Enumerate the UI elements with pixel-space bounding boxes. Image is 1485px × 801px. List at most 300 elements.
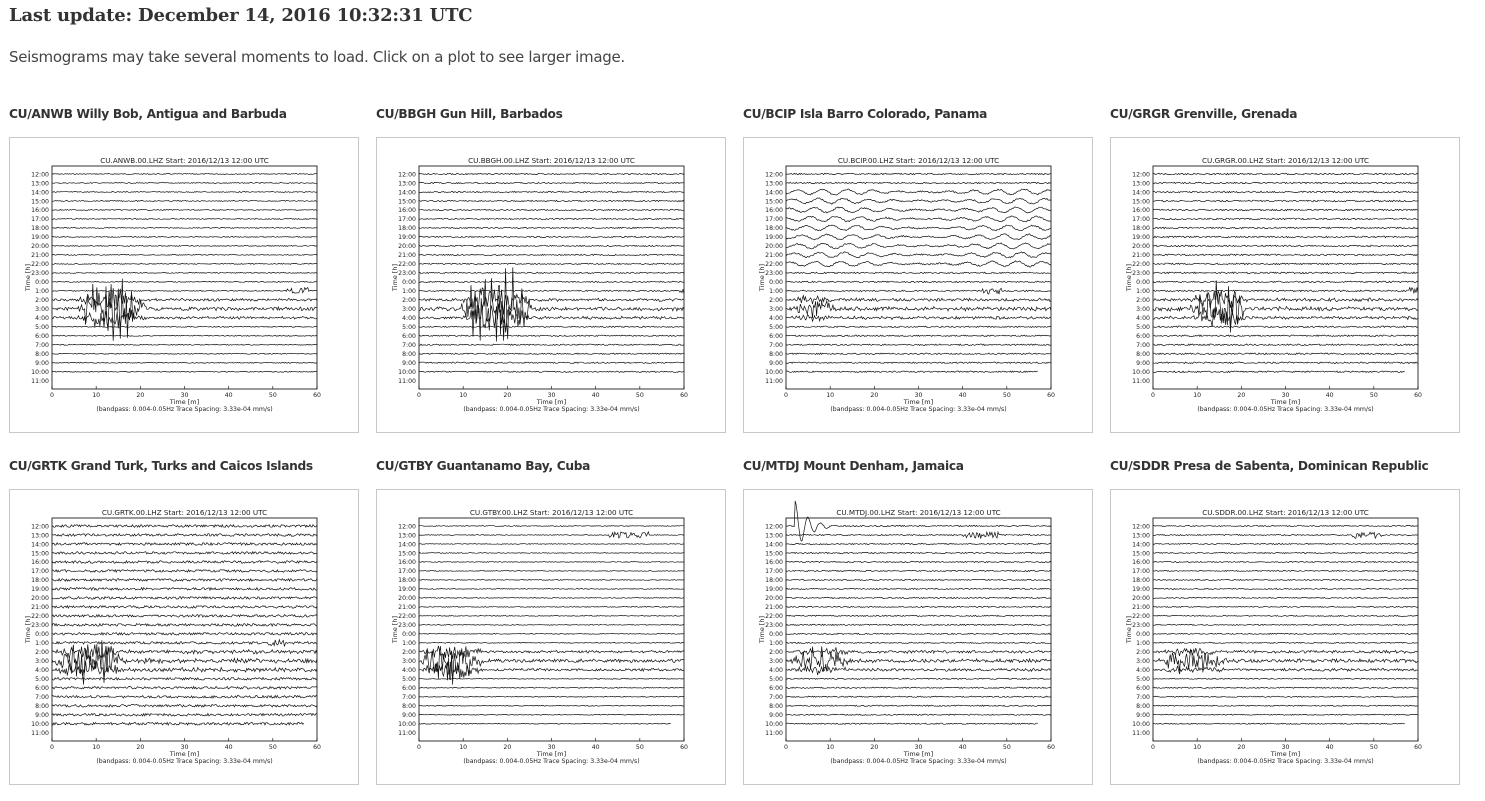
seismogram-plot-anwb[interactable] [9, 137, 359, 433]
seismogram-trace [419, 598, 684, 599]
seismogram-trace [786, 597, 1051, 598]
hour-label: 22:00 [398, 613, 416, 621]
seismogram-plot-sddr[interactable] [1110, 489, 1460, 785]
seismogram-trace [786, 371, 1038, 372]
seismogram-trace [419, 723, 671, 724]
hour-label: 23:00 [31, 622, 49, 630]
seismogram-trace [1153, 191, 1418, 193]
hour-label: 14:00 [1132, 189, 1150, 197]
hour-label: 4:00 [35, 667, 49, 675]
hour-label: 4:00 [1136, 667, 1150, 675]
seismogram-trace [419, 371, 684, 372]
seismogram-plot-bbgh[interactable] [376, 137, 726, 433]
plot-frame [52, 518, 317, 741]
hour-label: 14:00 [31, 541, 49, 549]
seismogram-trace [419, 200, 684, 201]
hour-label: 18:00 [398, 225, 416, 233]
hour-label: 7:00 [1136, 342, 1150, 350]
seismogram-svg [1111, 490, 1459, 784]
station-title: CU/GRGR Grenville, Grenada [1110, 107, 1298, 121]
hour-label: 7:00 [769, 342, 783, 350]
seismogram-trace [1153, 335, 1418, 337]
hour-label: 8:00 [35, 703, 49, 711]
hour-label: 21:00 [31, 604, 49, 612]
x-tick-label: 10 [92, 392, 101, 399]
seismogram-trace [786, 678, 1051, 679]
hour-label: 20:00 [31, 595, 49, 603]
hour-label: 17:00 [31, 216, 49, 224]
seismogram-trace [52, 362, 317, 363]
seismogram-trace [786, 723, 1038, 724]
seismogram-trace [786, 344, 1051, 346]
seismogram-trace [52, 335, 317, 336]
y-axis-label: Time [h] [391, 263, 399, 292]
x-tick-label: 40 [1325, 744, 1334, 751]
seismogram-trace [1153, 281, 1418, 283]
plot-footer: (bandpass: 0.004-0.05Hz Trace Spacing: 3.33e-04 mm/s) [830, 406, 1007, 413]
x-tick-label: 0 [784, 744, 788, 751]
hour-label: 6:00 [35, 333, 49, 341]
hour-label: 17:00 [765, 216, 783, 224]
seismogram-plot-mtdj[interactable] [743, 489, 1093, 785]
seismogram-trace [1153, 287, 1418, 293]
seismogram-trace [786, 182, 1051, 183]
seismogram-trace [52, 326, 317, 327]
hour-label: 7:00 [402, 694, 416, 702]
seismogram-trace [1153, 666, 1418, 674]
hour-label: 6:00 [769, 685, 783, 693]
plot-title: CU.SDDR.00.LHZ Start: 2016/12/13 12:00 UTC [1202, 508, 1369, 517]
seismogram-trace [1153, 200, 1418, 202]
x-tick-label: 0 [784, 392, 788, 399]
seismogram-trace [1153, 687, 1418, 688]
x-tick-label: 0 [1151, 744, 1155, 751]
seismogram-trace [52, 279, 317, 341]
hour-label: 15:00 [765, 198, 783, 206]
plot-frame [1153, 518, 1418, 741]
hour-label: 16:00 [398, 559, 416, 567]
hour-label: 12:00 [765, 171, 783, 179]
x-tick-label: 40 [591, 392, 600, 399]
seismogram-trace [52, 543, 317, 546]
seismogram-trace [1153, 344, 1418, 346]
seismogram-trace [1153, 362, 1418, 364]
hour-label: 7:00 [1136, 694, 1150, 702]
hour-label: 9:00 [35, 712, 49, 720]
x-tick-label: 10 [459, 744, 468, 751]
seismogram-trace [1153, 532, 1418, 538]
y-axis-label: Time [h] [1125, 263, 1133, 292]
seismogram-trace [786, 579, 1051, 580]
x-tick-label: 0 [50, 392, 54, 399]
seismogram-trace [419, 281, 684, 282]
hour-label: 10:00 [31, 721, 49, 729]
hour-label: 21:00 [398, 252, 416, 260]
seismogram-trace [419, 227, 684, 228]
seismogram-trace [52, 561, 317, 564]
seismogram-trace [52, 192, 317, 193]
station-title: CU/GTBY Guantanamo Bay, Cuba [376, 459, 591, 473]
seismogram-trace [419, 335, 684, 336]
seismogram-trace [786, 561, 1051, 562]
hour-label: 1:00 [1136, 640, 1150, 648]
hour-label: 4:00 [769, 315, 783, 323]
seismogram-trace [1153, 696, 1418, 697]
hour-label: 12:00 [1132, 171, 1150, 179]
seismogram-trace [52, 606, 317, 609]
seismogram-trace [52, 633, 317, 636]
seismogram-trace [419, 646, 684, 660]
seismogram-trace [52, 219, 317, 220]
hour-label: 4:00 [35, 315, 49, 323]
seismogram-svg [10, 490, 358, 784]
seismogram-trace [786, 696, 1051, 697]
seismogram-trace [52, 534, 317, 537]
hour-label: 13:00 [31, 180, 49, 188]
hour-label: 18:00 [31, 225, 49, 233]
x-tick-label: 30 [1281, 392, 1290, 399]
seismogram-trace [52, 696, 317, 699]
hour-label: 13:00 [31, 532, 49, 540]
hour-label: 3:00 [769, 306, 783, 314]
hour-label: 18:00 [398, 577, 416, 585]
hour-label: 8:00 [402, 351, 416, 359]
plot-title: CU.BCIP.00.LHZ Start: 2016/12/13 12:00 UTC [837, 156, 1000, 165]
hour-label: 4:00 [402, 315, 416, 323]
seismogram-trace [1153, 624, 1418, 625]
hour-label: 13:00 [1132, 532, 1150, 540]
x-tick-label: 30 [547, 744, 556, 751]
hour-label: 10:00 [398, 369, 416, 377]
seismogram-trace [786, 642, 1051, 643]
hour-label: 5:00 [769, 676, 783, 684]
seismogram-trace [419, 272, 684, 273]
hour-label: 13:00 [765, 532, 783, 540]
seismogram-trace [52, 597, 317, 600]
seismogram-trace [419, 326, 684, 327]
x-axis-label: Time [m] [1270, 750, 1301, 758]
hour-label: 14:00 [765, 189, 783, 197]
hour-label: 21:00 [1132, 604, 1150, 612]
seismogram-plot-gtby[interactable] [376, 489, 726, 785]
hour-label: 2:00 [402, 297, 416, 305]
hour-label: 10:00 [398, 721, 416, 729]
hour-label: 14:00 [1132, 541, 1150, 549]
hour-label: 2:00 [1136, 649, 1150, 657]
x-tick-label: 20 [503, 392, 512, 399]
x-tick-label: 10 [1193, 744, 1202, 751]
hour-label: 6:00 [1136, 685, 1150, 693]
hour-label: 8:00 [769, 703, 783, 711]
hour-label: 14:00 [765, 541, 783, 549]
y-axis-label: Time [h] [391, 615, 399, 644]
seismogram-trace [1153, 570, 1418, 571]
hour-label: 7:00 [35, 694, 49, 702]
y-axis-label: Time [h] [758, 263, 766, 292]
x-axis-label: Time [m] [903, 398, 934, 406]
seismogram-trace [52, 570, 317, 573]
x-tick-label: 50 [1369, 392, 1378, 399]
hour-label: 21:00 [765, 252, 783, 260]
seismogram-trace [52, 687, 317, 690]
seismogram-trace [1153, 606, 1418, 607]
x-tick-label: 10 [92, 744, 101, 751]
seismogram-trace [419, 625, 684, 626]
x-tick-label: 10 [1193, 392, 1202, 399]
hour-label: 13:00 [765, 180, 783, 188]
hour-label: 4:00 [769, 667, 783, 675]
seismogram-trace [786, 606, 1051, 607]
y-axis-label: Time [h] [1125, 615, 1133, 644]
seismogram-trace [419, 526, 684, 527]
hour-label: 1:00 [402, 288, 416, 296]
seismogram-trace [786, 714, 1051, 715]
hour-label: 15:00 [765, 550, 783, 558]
hour-label: 3:00 [1136, 306, 1150, 314]
hour-label: 8:00 [35, 351, 49, 359]
plot-footer: (bandpass: 0.004-0.05Hz Trace Spacing: 3.33e-04 mm/s) [463, 406, 640, 413]
seismogram-trace [52, 245, 317, 246]
hour-label: 11:00 [765, 730, 783, 738]
seismogram-trace [786, 353, 1051, 355]
seismogram-trace [52, 645, 317, 660]
hour-label: 1:00 [769, 288, 783, 296]
x-tick-label: 20 [870, 392, 879, 399]
hour-label: 9:00 [35, 360, 49, 368]
seismogram-trace [419, 553, 684, 554]
hour-label: 18:00 [1132, 225, 1150, 233]
seismogram-trace [1153, 633, 1418, 634]
hour-label: 20:00 [398, 243, 416, 251]
seismogram-trace [786, 666, 1051, 675]
x-axis-label: Time [m] [169, 750, 200, 758]
hour-label: 2:00 [1136, 297, 1150, 305]
hour-label: 0:00 [1136, 279, 1150, 287]
hour-label: 18:00 [765, 225, 783, 233]
plot-footer: (bandpass: 0.004-0.05Hz Trace Spacing: 3.33e-04 mm/s) [1197, 406, 1374, 413]
seismogram-trace [419, 218, 684, 219]
hour-label: 16:00 [765, 207, 783, 215]
intro-text: Seismograms may take several moments to load. Click on a plot to see larger image. [9, 48, 625, 66]
hour-label: 21:00 [1132, 252, 1150, 260]
seismogram-svg [744, 138, 1092, 432]
hour-label: 17:00 [398, 568, 416, 576]
hour-label: 15:00 [1132, 550, 1150, 558]
hour-label: 12:00 [398, 171, 416, 179]
plot-title: CU.GRTK.00.LHZ Start: 2016/12/13 12:00 UTC [101, 508, 268, 517]
seismogram-trace [786, 315, 1051, 322]
hour-label: 3:00 [1136, 658, 1150, 666]
hour-label: 0:00 [35, 279, 49, 287]
seismogram-trace [419, 544, 684, 545]
hour-label: 5:00 [1136, 676, 1150, 684]
seismogram-trace [52, 525, 317, 528]
hour-label: 19:00 [398, 234, 416, 242]
seismogram-trace [1153, 263, 1418, 265]
hour-label: 22:00 [765, 261, 783, 269]
seismogram-trace [1153, 678, 1418, 679]
seismogram-plot-bcip[interactable] [743, 137, 1093, 433]
seismogram-trace [419, 532, 684, 538]
x-tick-label: 60 [1414, 744, 1422, 751]
seismogram-trace [786, 243, 1051, 249]
x-tick-label: 30 [180, 744, 189, 751]
x-tick-label: 50 [635, 744, 644, 751]
seismogram-plot-grgr[interactable] [1110, 137, 1460, 433]
seismogram-trace [419, 642, 684, 643]
hour-label: 14:00 [398, 189, 416, 197]
hour-label: 9:00 [1136, 360, 1150, 368]
hour-label: 13:00 [1132, 180, 1150, 188]
seismogram-trace [52, 353, 317, 354]
hour-label: 2:00 [769, 649, 783, 657]
seismogram-trace [786, 335, 1051, 336]
hour-label: 3:00 [402, 306, 416, 314]
hour-label: 20:00 [31, 243, 49, 251]
hour-label: 23:00 [765, 622, 783, 630]
hour-label: 14:00 [398, 541, 416, 549]
seismogram-trace [1153, 615, 1418, 616]
x-tick-label: 30 [180, 392, 189, 399]
plot-title: CU.ANWB.00.LHZ Start: 2016/12/13 12:00 UTC [100, 156, 269, 165]
x-tick-label: 20 [870, 744, 879, 751]
seismogram-trace [1153, 648, 1418, 656]
hour-label: 15:00 [31, 550, 49, 558]
seismogram-trace [1153, 371, 1405, 373]
hour-label: 18:00 [765, 577, 783, 585]
seismogram-trace [1153, 254, 1418, 256]
hour-label: 16:00 [765, 559, 783, 567]
seismogram-trace [786, 252, 1051, 258]
hour-label: 4:00 [1136, 315, 1150, 323]
seismogram-trace [419, 705, 684, 706]
plot-title: CU.GRGR.00.LHZ Start: 2016/12/13 12:00 UTC [1202, 156, 1369, 165]
seismogram-trace [52, 371, 317, 372]
hour-label: 3:00 [35, 658, 49, 666]
seismogram-trace [786, 173, 1051, 174]
x-tick-label: 0 [417, 744, 421, 751]
hour-label: 22:00 [31, 261, 49, 269]
seismogram-trace [1153, 326, 1418, 328]
x-tick-label: 0 [50, 744, 54, 751]
x-tick-label: 20 [136, 392, 145, 399]
seismogram-trace [786, 648, 1051, 657]
hour-label: 19:00 [765, 234, 783, 242]
x-tick-label: 20 [136, 744, 145, 751]
seismogram-trace [52, 281, 317, 282]
x-tick-label: 60 [680, 392, 688, 399]
hour-label: 11:00 [765, 378, 783, 386]
seismogram-trace [52, 588, 317, 591]
hour-label: 2:00 [35, 297, 49, 305]
hour-label: 15:00 [1132, 198, 1150, 206]
hour-label: 16:00 [1132, 559, 1150, 567]
x-tick-label: 50 [268, 744, 277, 751]
x-axis-label: Time [m] [1270, 398, 1301, 406]
last-update-heading: Last update: December 14, 2016 10:32:31 UTC [9, 5, 473, 26]
x-tick-label: 10 [826, 392, 835, 399]
seismogram-trace [1153, 723, 1405, 724]
seismogram-trace [419, 288, 684, 315]
hour-label: 9:00 [769, 360, 783, 368]
x-tick-label: 0 [417, 392, 421, 399]
hour-label: 23:00 [765, 270, 783, 278]
x-tick-label: 40 [958, 744, 967, 751]
seismogram-trace [786, 189, 1051, 195]
hour-label: 9:00 [1136, 712, 1150, 720]
hour-label: 17:00 [398, 216, 416, 224]
station-title: CU/ANWB Willy Bob, Antigua and Barbuda [9, 107, 287, 121]
hour-label: 3:00 [35, 306, 49, 314]
plot-frame [419, 518, 684, 741]
hour-label: 10:00 [1132, 721, 1150, 729]
seismogram-trace [786, 705, 1051, 706]
hour-label: 18:00 [31, 577, 49, 585]
plot-frame [786, 518, 1051, 741]
seismogram-trace [52, 705, 317, 708]
hour-label: 10:00 [765, 721, 783, 729]
seismogram-trace [419, 633, 684, 634]
seismogram-trace [52, 678, 317, 681]
hour-label: 21:00 [31, 252, 49, 260]
seismogram-trace [419, 580, 684, 581]
hour-label: 7:00 [35, 342, 49, 350]
hour-label: 22:00 [1132, 613, 1150, 621]
station-title: CU/GRTK Grand Turk, Turks and Caicos Islands [9, 459, 313, 473]
seismogram-plot-grtk[interactable] [9, 489, 359, 785]
hour-label: 19:00 [398, 586, 416, 594]
x-tick-label: 20 [1237, 392, 1246, 399]
hour-label: 9:00 [402, 360, 416, 368]
seismogram-trace [786, 532, 1051, 539]
plot-footer: (bandpass: 0.004-0.05Hz Trace Spacing: 3.33e-04 mm/s) [96, 406, 273, 413]
hour-label: 8:00 [402, 703, 416, 711]
seismogram-trace [419, 263, 684, 264]
hour-label: 4:00 [402, 667, 416, 675]
seismogram-trace [419, 678, 684, 679]
x-axis-label: Time [m] [903, 750, 934, 758]
seismogram-trace [1153, 525, 1418, 526]
seismogram-trace [1153, 552, 1418, 553]
hour-label: 3:00 [769, 658, 783, 666]
x-tick-label: 20 [1237, 744, 1246, 751]
x-tick-label: 60 [313, 744, 321, 751]
x-tick-label: 40 [224, 392, 233, 399]
seismogram-trace [52, 615, 317, 618]
x-tick-label: 60 [1414, 392, 1422, 399]
seismogram-trace [1153, 218, 1418, 220]
hour-label: 22:00 [1132, 261, 1150, 269]
seismogram-trace [419, 173, 684, 174]
hour-label: 13:00 [398, 180, 416, 188]
x-tick-label: 40 [958, 392, 967, 399]
seismogram-trace [52, 344, 317, 345]
seismogram-trace [786, 272, 1051, 273]
seismogram-trace [1153, 353, 1418, 355]
seismogram-trace [1153, 272, 1418, 274]
seismogram-trace [1153, 714, 1418, 715]
seismogram-trace [52, 174, 317, 175]
x-tick-label: 60 [1047, 392, 1055, 399]
hour-label: 21:00 [398, 604, 416, 612]
seismogram-trace [419, 362, 684, 363]
hour-label: 2:00 [769, 297, 783, 305]
hour-label: 8:00 [1136, 703, 1150, 711]
hour-label: 16:00 [31, 559, 49, 567]
hour-label: 11:00 [31, 730, 49, 738]
seismogram-trace [52, 640, 317, 647]
hour-label: 23:00 [31, 270, 49, 278]
